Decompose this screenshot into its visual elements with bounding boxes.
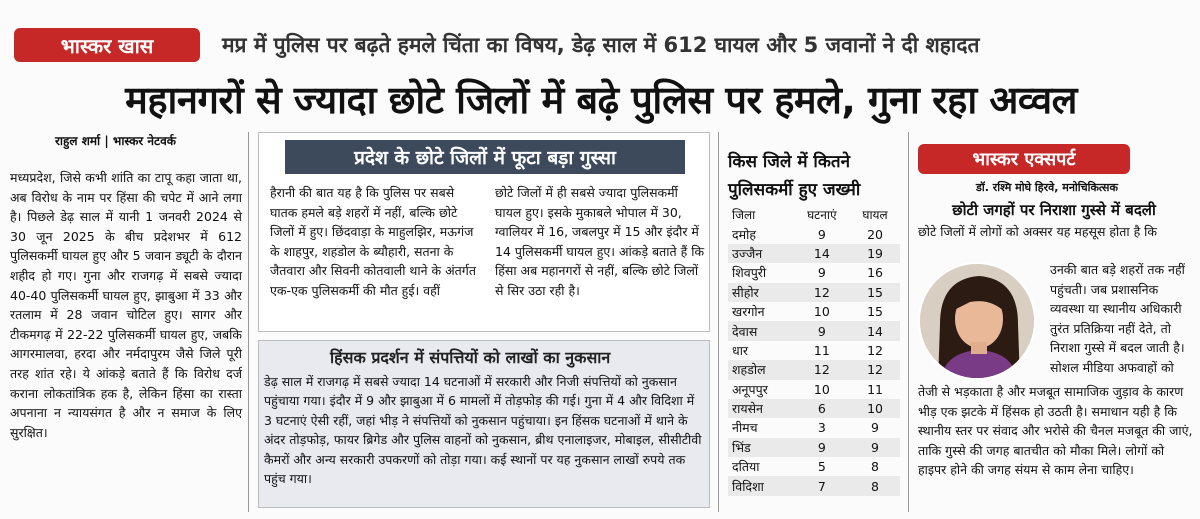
table-cell-district: शिवपुरी (732, 265, 767, 281)
property-damage-heading: हिंसक प्रदर्शन में संपत्तियों को लाखों का नुकसान (330, 348, 611, 367)
table-cell-incidents: 9 (794, 438, 850, 457)
table-row (728, 321, 900, 340)
table-row (728, 476, 900, 495)
expert-text-top: छोटे जिलों में लोगों को अक्सर यह महसूस होता है कि (918, 224, 1158, 239)
table-row (728, 302, 900, 321)
expert-portrait-photo (918, 262, 1036, 380)
table-cell-district: देवास (728, 321, 794, 340)
table-cell-district: खरगोन (732, 304, 765, 320)
table-cell-injured: 8 (871, 459, 879, 475)
table-cell-incidents: 10 (813, 304, 830, 320)
bhaskar-khas-badge: भास्कर खास (14, 28, 200, 62)
table-header-district: जिला (732, 208, 756, 223)
table-row (728, 283, 900, 302)
table-cell-district: भिंड (728, 438, 794, 457)
table-cell-district: उज्जैन (728, 244, 794, 263)
bhaskar-expert-badge: भास्कर एक्सपर्ट (918, 144, 1130, 174)
table-cell-district: धार (732, 342, 749, 358)
table-cell-incidents: 7 (794, 476, 850, 495)
table-row (728, 341, 900, 360)
small-districts-text-right: छोटे जिलों में ही सबसे ज्यादा पुलिसकर्मी घायल हुए। इसके मुकाबले भोपाल में 30, ग्वालियर में 16, जबलपुर में 15 और इंदौर में 14 पुलिसकर्मी घायल हुए। आंकड़े बताते हैं कि हिंसा अब महानगरों से नहीं, बल्कि छोटे जिलों से सिर उठा रही है। (495, 185, 705, 298)
table-cell-injured: 9 (871, 420, 879, 436)
portrait-illustration (920, 264, 1036, 380)
table-cell-incidents: 9 (817, 226, 826, 242)
table-cell-injured: 11 (867, 381, 883, 397)
table-row (728, 244, 900, 263)
table-cell-injured: 12 (850, 360, 900, 379)
expert-text-bottom: तेजी से भड़काता है और मजबूत सामाजिक जुड़ाव के कारण भीड़ एक झटके में हिंसक हो उठती है। समाधान यही है कि स्थानीय स्तर पर संवाद और भरोसे की चैनल मजबूत की जाएं, ताकि गुस्से की जगह बातचीत को मौका मिले। लोगों को हाइपर होने की जगह संयम से काम लेना चाहिए। (918, 384, 1193, 478)
table-cell-injured: 8 (850, 476, 900, 495)
table-cell-injured: 14 (850, 321, 900, 340)
table-cell-injured: 15 (867, 304, 883, 320)
table-row (728, 360, 900, 379)
table-cell-district: रायसेन (728, 399, 794, 418)
table-cell-district: दतिया (732, 459, 760, 475)
table-cell-injured: 12 (867, 342, 883, 358)
table-cell-incidents: 14 (794, 244, 850, 263)
table-cell-incidents: 12 (794, 360, 850, 379)
district-injury-table (728, 205, 900, 496)
column-divider (908, 132, 909, 512)
table-cell-incidents: 9 (794, 321, 850, 340)
table-row (728, 438, 900, 457)
table-row (728, 418, 900, 437)
table-cell-incidents: 10 (813, 381, 830, 397)
table-row (728, 457, 900, 476)
table-cell-injured: 19 (850, 244, 900, 263)
table-cell-incidents: 9 (817, 265, 826, 281)
table-cell-incidents: 6 (794, 399, 850, 418)
table-cell-injured: 10 (850, 399, 900, 418)
column-divider (718, 132, 719, 512)
table-header-incidents: घटनाएं (807, 208, 837, 223)
table-cell-injured: 15 (850, 283, 900, 302)
main-headline: महानगरों से ज्यादा छोटे जिलों में बढ़े पुलिस पर हमले, गुना रहा अव्वल (125, 78, 1077, 122)
expert-heading: छोटी जगहों पर निराशा गुस्से में बदली (952, 201, 1156, 219)
table-cell-injured: 9 (850, 438, 900, 457)
small-districts-heading: प्रदेश के छोटे जिलों में फूटा बड़ा गुस्सा (285, 140, 685, 174)
byline: राहुल शर्मा | भास्कर नेटवर्क (55, 134, 176, 148)
small-districts-text-left: हैरानी की बात यह है कि पुलिस पर सबसे घातक हमले बड़े शहरों में नहीं, बल्कि छोटे जिलों में हुए। छिंदवाड़ा के माहुलझिर, मऊगंज के शाहपुर, शहडोल के ब्यौहारी, सतना के जैतवारा और सिवनी कोतवाली थाने के अंतर्गत एक-एक पुलिसकर्मी की मौत हुई। वहीं (270, 185, 476, 298)
table-cell-district: अनूपपुर (732, 381, 768, 397)
table-cell-incidents: 5 (817, 459, 826, 475)
column-divider (248, 132, 249, 512)
table-cell-incidents: 12 (794, 283, 850, 302)
expert-author: डॉ. रश्मि मोघे हिरवे, मनोचिकित्सक (976, 181, 1118, 194)
table-cell-district: नीमच (732, 420, 758, 436)
table-cell-incidents: 3 (817, 420, 826, 436)
table-cell-injured: 20 (867, 226, 883, 242)
table-cell-district: शहडोल (728, 360, 794, 379)
table-header-injured: घायल (862, 208, 888, 223)
lead-article-text: मध्यप्रदेश, जिसे कभी शांति का टापू कहा जाता था, अब विरोध के नाम पर हिंसा की चपेट में आने लगा है। पिछले डेढ़ साल में यानी 1 जनवरी 2024 से 30 जून 2025 के बीच प्रदेशभर में 612 पुलिसकर्मी घायल हुए और 5 जवान ड्यूटी के दौरान शहीद हो गए। गुना और राजगढ़ में सबसे ज्यादा 40-40 पुलिसकर्मी घायल हुए, झाबुआ में 33 और रतलाम में 28 जवान चोटिल हुए। सागर और टीकमगढ़ में 22-22 पुलिसकर्मी घायल हुए, जबकि आगरमालवा, हरदा और नर्मदापुरम जैसे जिले पूरी तरह शांत रहे। ये आंकड़े बताते हैं कि विरोध दर्ज कराना लोकतांत्रिक हक है, लेकिन हिंसा का रास्ता अपनाना न न्यायसंगत है और न समाज के लिए सुरक्षित। (10, 170, 242, 440)
table-cell-incidents: 11 (813, 342, 830, 358)
table-cell-district: सीहोर (728, 283, 794, 302)
kicker-subheadline: मप्र में पुलिस पर बढ़ते हमले चिंता का विषय, डेढ़ साल में 612 घायल और 5 जवानों ने दी शहादत (222, 33, 980, 57)
table-row (728, 399, 900, 418)
district-table-title: किस जिले में कितने पुलिसकर्मी हुए जख्मी (728, 152, 861, 200)
expert-text-side: उनकी बात बड़े शहरों तक नहीं पहुंचती। जब प्रशासनिक व्यवस्था या स्थानीय अधिकारी तुरंत प्रतिक्रिया नहीं देते, तो निराशा गुस्से में बदल जाती है। सोशल मीडिया अफवाहों को (1050, 262, 1185, 375)
table-cell-injured: 16 (867, 265, 883, 281)
table-row (728, 380, 900, 399)
table-row (728, 263, 900, 282)
table-cell-district: दमोह (732, 226, 756, 242)
table-row (728, 224, 900, 243)
table-cell-district: विदिशा (728, 476, 794, 495)
property-damage-text: डेढ़ साल में राजगढ़ में सबसे ज्यादा 14 घटनाओं में सरकारी और निजी संपत्तियों को नुकसान पहुंचाया गया। इंदौर में 9 और झाबुआ में 6 मामलों में तोड़फोड़ की गई। गुना में 4 और विदिशा में 3 घटनाएं ऐसी रहीं, जहां भीड़ ने संपत्तियों को नुकसान पहुंचाया। इन हिंसक घटनाओं में थाने के अंदर तोड़फोड़, फायर ब्रिगेड और पुलिस वाहनों को नुकसान, ब्रीथ एनालाइजर, मोबाइल, सीसीटीवी कैमरों और अन्य सरकारी उपकरणों को तोड़ा गया। कई स्थानों पर यह नुकसान लाखों रुपये तक पहुंच गया। (264, 374, 702, 487)
